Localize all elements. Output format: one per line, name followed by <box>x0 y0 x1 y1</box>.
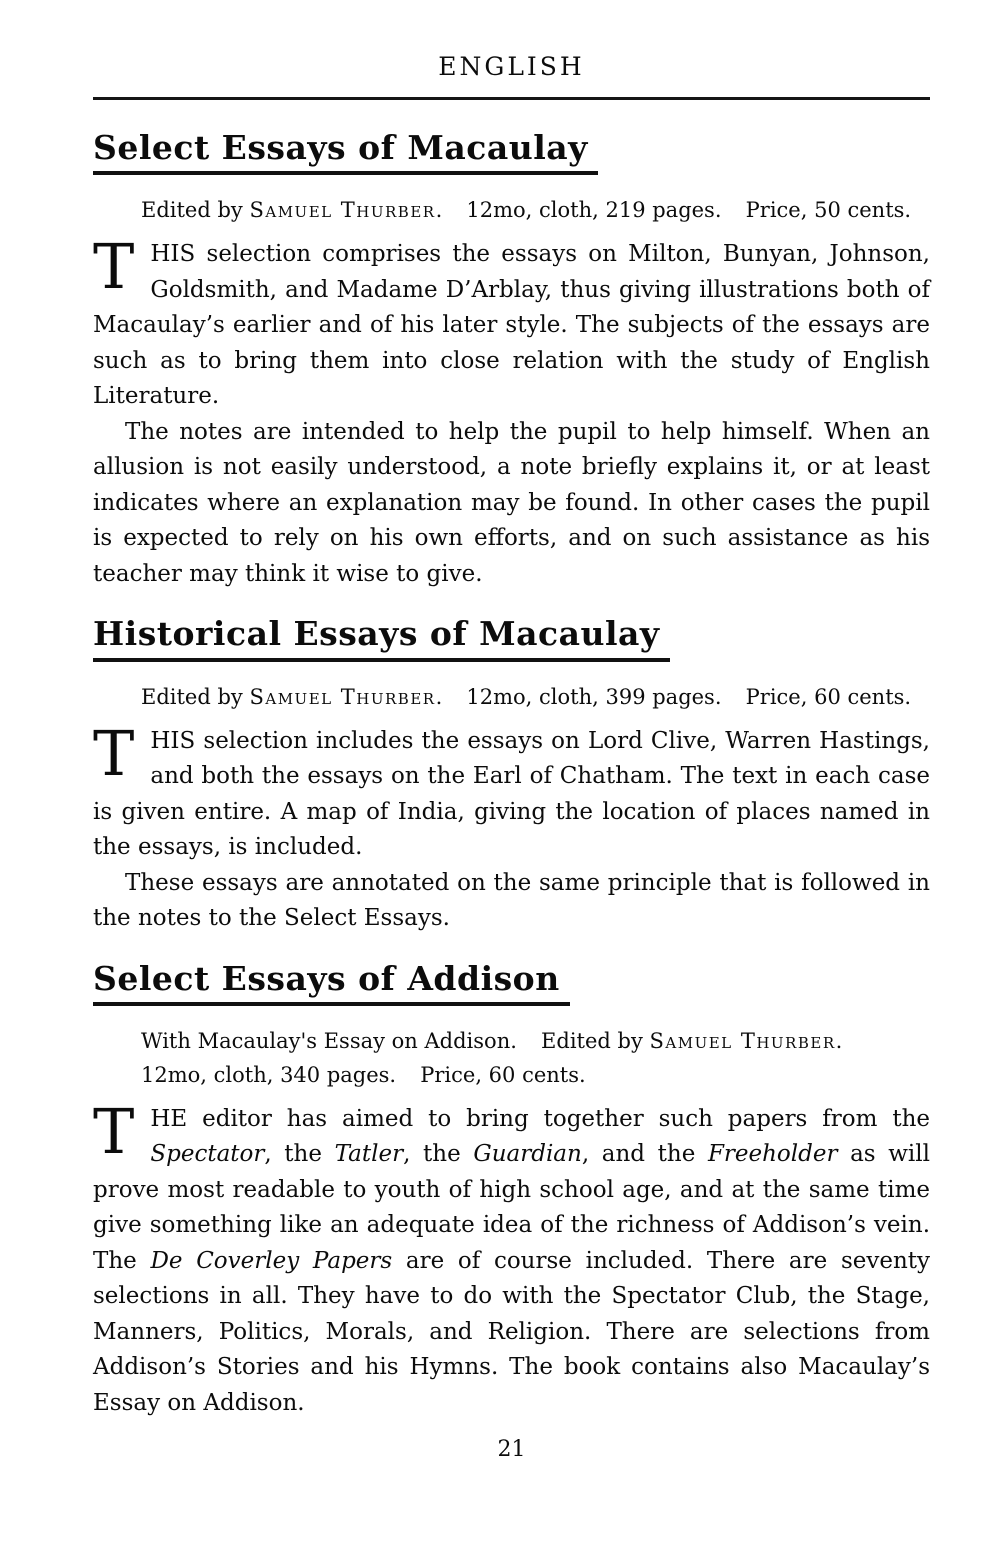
section-select-essays-addison <box>93 937 930 1422</box>
paragraph <box>93 716 930 866</box>
drop-cap: T <box>93 716 135 790</box>
paragraph-text: HE editor has aimed to bring together such papers from the Spectator, the Tatler, the Guardian, and the Freeholder as will prove most readable to youth of high school age, and at the same time give something like an adequate idea of the richness of Addison’s vein. The De Coverley Papers are of course included. There are seventy selections in all. They have to do with the Spectator Club, the Stage, Manners, Politics, Morals, and Religion. There are selections from Addison’s Stories and his Hymns. The book contains also Macaulay’s Essay on Addison. <box>93 1105 931 1416</box>
imprint-line: Edited by Samuel Thurber. 12mo, cloth, 399 pages. Price, 60 cents. <box>141 684 912 709</box>
header-rule <box>93 97 930 100</box>
imprint-line: With Macaulay's Essay on Addison. Edited by Samuel Thurber. 12mo, cloth, 340 pages. Price, 60 cents. <box>141 1028 843 1087</box>
paragraph: These essays are annotated on the same principle that is followed in the notes to the Select Essays. <box>93 869 930 932</box>
section-historical-essays-macaulay <box>93 592 930 936</box>
drop-cap: T <box>93 1094 135 1168</box>
page-number: 21 <box>497 1437 526 1463</box>
running-head: ENGLISH <box>438 52 585 81</box>
imprint-line: Edited by Samuel Thurber. 12mo, cloth, 219 pages. Price, 50 cents. <box>141 198 912 223</box>
paragraph: The notes are intended to help the pupil to help himself. When an allusion is not easily understood, a note briefly explains it, or at least indicates where an explanation may be found. In other cases the pupil is expected to rely on his own efforts, and on such assistance as his teacher may think it wise to give. <box>93 418 930 587</box>
paragraph <box>93 230 930 415</box>
section-select-essays-macaulay <box>93 106 930 592</box>
section-title: Select Essays of Addison <box>93 961 570 1006</box>
section-title: Historical Essays of Macaulay <box>93 616 670 661</box>
section-title: Select Essays of Macaulay <box>93 130 598 175</box>
drop-cap: T <box>93 230 135 304</box>
paragraph-text: HIS selection comprises the essays on Milton, Bunyan, Johnson, Goldsmith, and Madame D’Arblay, thus giving illustrations both of Macaulay’s earlier and of his later style. The subjects of the essays are such as to bring them into close relation with the study of English Literature. <box>93 241 930 410</box>
paragraph <box>93 1094 931 1422</box>
paragraph-text: HIS selection includes the essays on Lord Clive, Warren Hastings, and both the essays on the Earl of Chatham. The text in each case is given entire. A map of India, giving the location of places named in the essays, is included. <box>93 727 930 861</box>
